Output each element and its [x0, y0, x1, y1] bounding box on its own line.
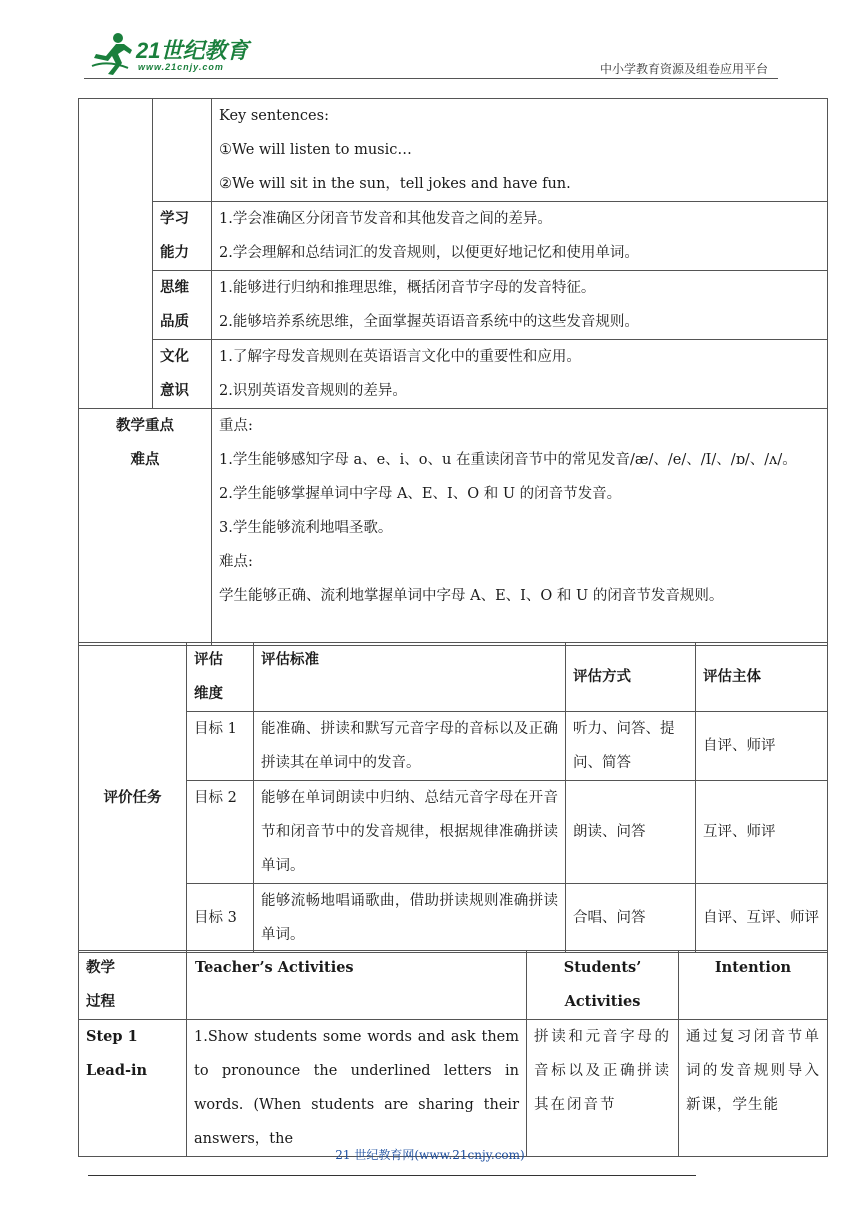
- site-logo[interactable]: [88, 30, 258, 80]
- process-table: [78, 950, 828, 1157]
- key-sentence-1: ①We will listen to music…: [219, 142, 412, 158]
- platform-name: 中小学教育资源及组卷应用平台: [599, 62, 768, 76]
- header-standard: 评估标准: [254, 643, 566, 712]
- header-subject: 评估主体: [696, 643, 828, 712]
- goal-1-standard: 能准确、拼读和默写元音字母的音标以及正确拼读其在单词中的发音。: [254, 712, 566, 781]
- key-points-label: 教学重点 难点: [79, 409, 212, 646]
- goal-3-subject: 自评、互评、师评: [696, 884, 828, 953]
- goal-2-subject: 互评、师评: [696, 781, 828, 884]
- cultural-awareness-label: 文化 意识: [153, 340, 212, 409]
- goal-3-method: 合唱、问答: [566, 884, 696, 953]
- footer-link[interactable]: 21 世纪教育网(www.21cnjy.com): [335, 1148, 525, 1162]
- blank-label-cell: [153, 99, 212, 202]
- teacher-activities-header: Teacher’s Activities: [187, 951, 527, 1020]
- process-header-label: 教学 过程: [79, 951, 187, 1020]
- objectives-table: [78, 98, 828, 646]
- footer-divider: [88, 1175, 696, 1176]
- intention-header: Intention: [679, 951, 828, 1020]
- header-dimension: 评估维度: [187, 643, 254, 712]
- page-header: [0, 0, 860, 100]
- learning-ability-content: 1.学会准确区分闭音节发音和其他发音之间的差异。 2.学会理解和总结词汇的发音规则，以便更好地记忆和使用单词。: [212, 202, 828, 271]
- goal-1-subject: 自评、师评: [696, 712, 828, 781]
- key-points-content: 重点: 1.学生能够感知字母 a、e、i、o、u 在重读闭音节中的常见发音/æ/、/e/、/I/、/ɒ/、/ʌ/。 2.学生能够掌握单词中字母 A、E、I、O 和 U 的闭音节发音。 3.学生能够流利地唱圣歌。 难点: 学生能够正确、流利地掌握单词中字母 A、E、I、O 和 U 的闭音节发音规则。: [212, 409, 828, 646]
- step-1-intention: 通过复习闭音节单词的发音规则导入新课，学生能: [679, 1020, 828, 1157]
- learning-ability-label: 学习 能力: [153, 202, 212, 271]
- goal-3-standard: 能够流畅地唱诵歌曲，借助拼读规则准确拼读单词。: [254, 884, 566, 953]
- logo-text: 21世纪教育: [136, 38, 249, 63]
- evaluation-table: [78, 642, 828, 953]
- goal-3: 目标 3: [187, 884, 254, 953]
- goal-2: 目标 2: [187, 781, 254, 884]
- key-sentence-2: ②We will sit in the sun，tell jokes and have fun.: [219, 176, 571, 192]
- header-method: 评估方式: [566, 643, 696, 712]
- goal-2-method: 朗读、问答: [566, 781, 696, 884]
- cultural-awareness-content: 1.了解字母发音规则在英语语言文化中的重要性和应用。 2.识别英语发音规则的差异。: [212, 340, 828, 409]
- header-divider: [84, 78, 778, 79]
- thinking-quality-label: 思维 品质: [153, 271, 212, 340]
- step-1-teacher: 1.Show students some words and ask them to pronounce the underlined letters in words. (When students are sharing their answers，the: [187, 1020, 527, 1157]
- goal-2-standard: 能够在单词朗读中归纳、总结元音字母在开音节和闭音节中的发音规律，根据规律准确拼读单词。: [254, 781, 566, 884]
- evaluation-label: 评价任务: [79, 643, 187, 953]
- logo-url: www.21cnjy.com: [138, 62, 224, 72]
- goal-1-method: 听力、问答、提问、简答: [566, 712, 696, 781]
- goal-1: 目标 1: [187, 712, 254, 781]
- students-activities-header: Students’ Activities: [527, 951, 679, 1020]
- thinking-quality-content: 1.能够进行归纳和推理思维，概括闭音节字母的发音特征。 2.能够培养系统思维，全面掌握英语语音系统中的这些发音规则。: [212, 271, 828, 340]
- step-1-students: 拼读和元音字母的音标以及正确拼读其在闭音节: [527, 1020, 679, 1157]
- step-1-label: Step 1 Lead-in: [79, 1020, 187, 1157]
- objectives-left-cell: [79, 99, 153, 409]
- key-sentences-title: Key sentences:: [219, 108, 329, 124]
- runner-logo-icon: [88, 30, 134, 76]
- key-sentences-cell: [212, 99, 828, 202]
